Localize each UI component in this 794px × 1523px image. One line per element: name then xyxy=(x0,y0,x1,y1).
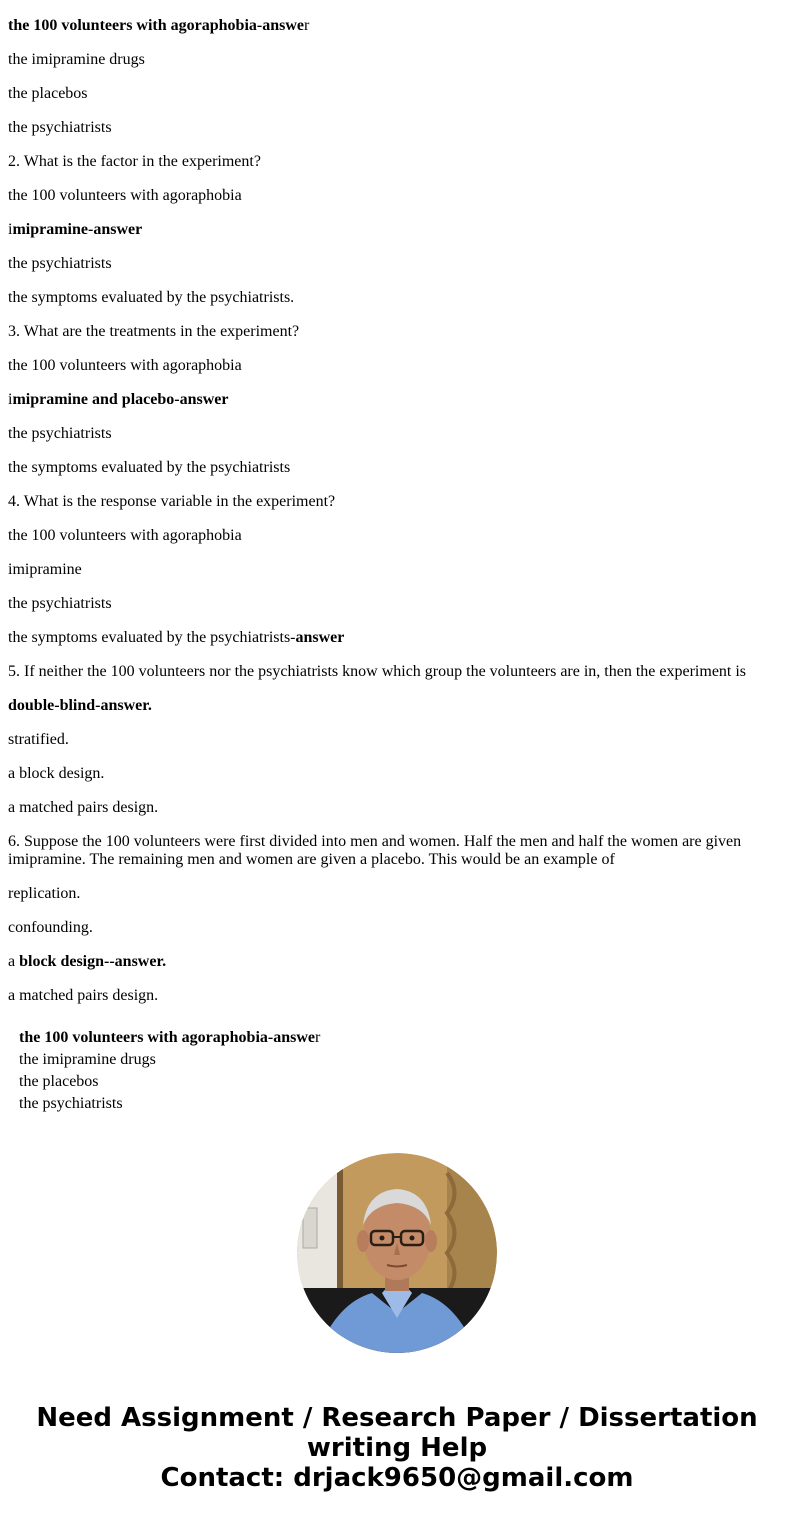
answer-option xyxy=(8,885,778,903)
list-item xyxy=(19,1071,320,1093)
answer-option xyxy=(8,731,778,749)
answer-option xyxy=(8,987,778,1005)
answer-option xyxy=(8,697,778,715)
text-segment: a matched pairs design. xyxy=(8,799,159,816)
text-segment: the symptoms evaluated by the psychiatrists. xyxy=(8,289,295,306)
text-segment: a block design. xyxy=(8,765,105,782)
text-segment: the 100 volunteers with agoraphobia xyxy=(8,527,242,544)
promo-line-2: writing Help xyxy=(306,1433,488,1463)
answer-option xyxy=(8,85,778,103)
answer-option xyxy=(8,953,778,971)
text-segment: the symptoms evaluated by the psychiatrists xyxy=(8,459,291,476)
question-prompt: 5. If neither the 100 volunteers nor the psychiatrists know which group the volunteers are in, then the experiment is xyxy=(8,663,747,680)
text-segment: the psychiatrists xyxy=(8,119,112,136)
text-segment: confounding. xyxy=(8,919,93,936)
bold-text-segment: block design--answer. xyxy=(19,953,167,970)
answer-option xyxy=(8,629,778,647)
answer-option xyxy=(8,119,778,137)
text-segment: a xyxy=(8,953,20,970)
text-segment: a matched pairs design. xyxy=(8,987,159,1004)
text-segment: the psychiatrists xyxy=(8,595,112,612)
question-prompt: 4. What is the response variable in the experiment? xyxy=(8,493,336,510)
answer-option xyxy=(8,391,778,409)
text-segment: the 100 volunteers with agoraphobia xyxy=(8,357,242,374)
bold-text-segment: mipramine-answer xyxy=(12,221,143,238)
answer-option xyxy=(8,459,778,477)
bold-text-segment: the 100 volunteers with agoraphobia-answe xyxy=(8,17,305,34)
bold-text-segment: double-blind-answer. xyxy=(8,697,152,714)
list-item xyxy=(19,1049,320,1071)
promo-line-3: Contact: drjack9650@gmail.com xyxy=(160,1463,634,1493)
text-segment: imipramine xyxy=(8,561,82,578)
answer-option xyxy=(8,919,778,937)
text-segment: the placebos xyxy=(19,1073,99,1090)
question-prompt: 2. What is the factor in the experiment? xyxy=(8,153,261,170)
text-segment: the 100 volunteers with agoraphobia xyxy=(8,187,242,204)
answer-option xyxy=(8,17,778,35)
text-segment: the psychiatrists xyxy=(19,1095,123,1112)
text-segment: replication. xyxy=(8,885,81,902)
text-segment: the imipramine drugs xyxy=(19,1051,156,1068)
answer-option xyxy=(8,255,778,273)
answer-option xyxy=(8,561,778,579)
question-prompt xyxy=(8,0,778,1)
bold-text-segment: mipramine and placebo-answer xyxy=(12,391,229,408)
promo-banner xyxy=(0,1403,794,1493)
answer-option xyxy=(8,799,778,817)
text-segment: the psychiatrists xyxy=(8,255,112,272)
question-content xyxy=(8,0,778,1021)
answer-option xyxy=(8,425,778,443)
answer-option xyxy=(8,187,778,205)
answer-option xyxy=(8,765,778,783)
list-item xyxy=(19,1093,320,1115)
answer-option xyxy=(8,357,778,375)
text-segment: i xyxy=(8,391,13,408)
text-segment: the imipramine drugs xyxy=(8,51,145,68)
answer-option xyxy=(8,221,778,239)
text-segment: the psychiatrists xyxy=(8,425,112,442)
answer-option xyxy=(8,595,778,613)
promo-line-1: Need Assignment / Research Paper / Dissertation xyxy=(36,1403,758,1433)
text-segment: r xyxy=(315,1029,321,1046)
text-segment: r xyxy=(304,17,310,34)
list-item xyxy=(19,1027,320,1049)
question-prompt: 6. Suppose the 100 volunteers were first divided into men and women. Half the men and half the women are given imipramine. The remaining men and women are given a placebo. This would be an example of xyxy=(8,833,742,868)
text-segment: stratified. xyxy=(8,731,69,748)
bold-text-segment: the 100 volunteers with agoraphobia-answe xyxy=(19,1029,316,1046)
answer-option xyxy=(8,527,778,545)
summary-answer-list xyxy=(19,1027,320,1115)
bold-text-segment: answer xyxy=(295,629,345,646)
answer-option xyxy=(8,51,778,69)
text-segment: the placebos xyxy=(8,85,88,102)
text-segment: i xyxy=(8,221,13,238)
text-segment: the symptoms evaluated by the psychiatrists- xyxy=(8,629,296,646)
answer-option xyxy=(8,289,778,307)
question-prompt: 3. What are the treatments in the experiment? xyxy=(8,323,300,340)
author-avatar xyxy=(297,1153,497,1353)
